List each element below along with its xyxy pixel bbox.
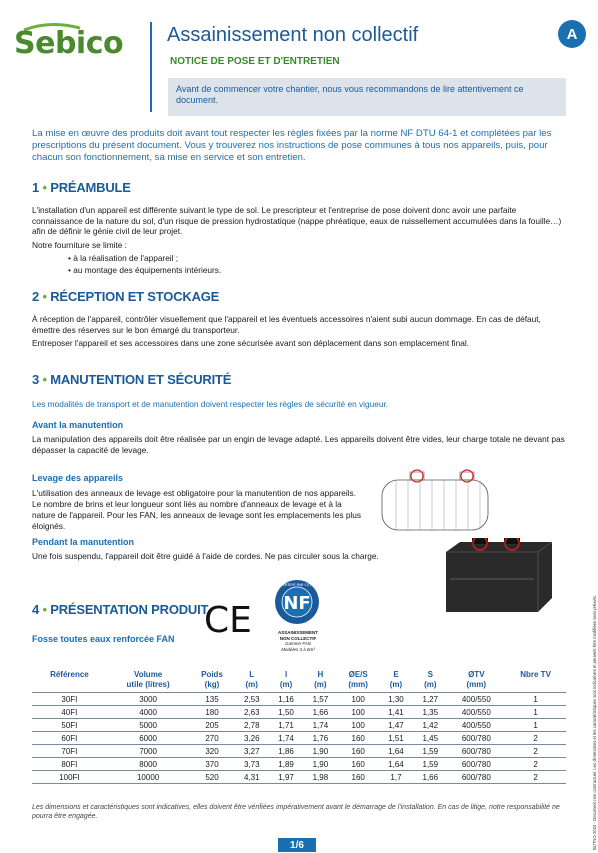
table-cell: 2 — [505, 758, 566, 771]
table-cell: 1,66 — [303, 706, 337, 719]
column-header-unit: (mm) — [348, 680, 368, 689]
section-1-heading — [32, 180, 131, 195]
table-cell: 1,30 — [379, 693, 413, 706]
table-cell: 10000 — [107, 771, 190, 784]
column-header-label: Nbre TV — [520, 670, 551, 679]
column-header — [107, 668, 190, 693]
heading-bullet: • — [42, 602, 47, 617]
table-cell: 600/780 — [447, 771, 505, 784]
table-cell: 2,78 — [235, 719, 269, 732]
table-body — [32, 693, 566, 784]
ce-mark-icon — [202, 596, 254, 642]
table-cell: 600/780 — [447, 758, 505, 771]
nf-caption — [262, 630, 334, 652]
page-title: Assainissement non collectif — [167, 24, 419, 46]
tank-3d-illustration — [442, 538, 556, 618]
section-3-heading — [32, 372, 231, 387]
table-cell: 100FI — [32, 771, 107, 784]
table-cell: 1,71 — [269, 719, 303, 732]
column-header-unit: (m) — [314, 680, 327, 689]
column-header — [269, 668, 303, 693]
tank-lifting-diagram — [376, 466, 494, 538]
table-cell: 205 — [189, 719, 234, 732]
table-row — [32, 771, 566, 784]
ce-mark-text: CE — [204, 600, 252, 641]
column-header — [505, 668, 566, 693]
table-cell: 400/550 — [447, 706, 505, 719]
section-2-body-1: À réception de l'appareil, contrôler visuellement que l'appareil et les éventuels accessoires n'aient subi aucun dommage. En cas de défaut, émettre des réserves sur le bon émargé du transporteur. — [32, 314, 541, 335]
section-2-heading — [32, 289, 219, 304]
table-cell: 70FI — [32, 745, 107, 758]
section-3-lead: Les modalités de transport et de manutention doivent respecter les règles de sécurité en vigueur. — [32, 399, 389, 409]
column-header-unit: (m) — [279, 680, 293, 689]
table-cell: 160 — [338, 745, 379, 758]
table-cell: 160 — [338, 732, 379, 745]
section-2-body-2: Entreposer l'appareil et ses accessoires dans une zone sécurisée avant son déplacement dans son emplacement final. — [32, 338, 469, 348]
table-cell: 6000 — [107, 732, 190, 745]
table-cell: 180 — [189, 706, 234, 719]
table-cell: 3,73 — [235, 758, 269, 771]
table-cell: 100 — [338, 706, 379, 719]
column-header — [413, 668, 447, 693]
product-specs-table — [32, 668, 566, 784]
table-cell: 1,64 — [379, 758, 413, 771]
table-cell: 1,16 — [269, 693, 303, 706]
table-cell: 1,64 — [379, 745, 413, 758]
table-cell: 320 — [189, 745, 234, 758]
table-cell: 1,66 — [413, 771, 447, 784]
column-header — [447, 668, 505, 693]
table-cell: 1,98 — [303, 771, 337, 784]
subheading-during-handling: Pendant la manutention — [32, 537, 135, 547]
section-1-body: L'installation d'un appareil est différente suivant le type de sol. Le prescripteur et l'entreprise de pose doivent donc avoir une parfaite connaissance de la nature du sol, d'un risque de pression hydrostatique (nappe phréatique, eaux de ruissellement accumulées dans la fouille…) afin de définir le génie civil de leur projet. — [32, 205, 562, 236]
nf-caption-line: ASSAINISSEMENT — [277, 630, 318, 635]
column-header — [32, 668, 107, 693]
table-cell: 160 — [338, 758, 379, 771]
section-badge: A — [558, 20, 586, 48]
table-cell: 520 — [189, 771, 234, 784]
header-divider — [150, 22, 152, 112]
column-header-label: H — [317, 670, 324, 679]
page-subtitle: NOTICE DE POSE ET D'ENTRETIEN — [170, 56, 340, 67]
table-cell: 1,47 — [379, 719, 413, 732]
subheading-before-handling: Avant la manutention — [32, 420, 124, 430]
table-row — [32, 693, 566, 706]
table-cell: 2 — [505, 771, 566, 784]
nf-mark-text: NF — [283, 593, 311, 614]
page-number: 1/6 — [278, 838, 316, 852]
column-header-label: E — [393, 670, 399, 679]
table-cell: 60FI — [32, 732, 107, 745]
table-cell: 1,59 — [413, 758, 447, 771]
table-cell: 1,86 — [269, 745, 303, 758]
section-1-list-intro: Notre fourniture se limite : — [32, 240, 127, 250]
table-cell: 7000 — [107, 745, 190, 758]
section-3-body-2c: nature de l'appareil. Pour les FAN, les anneaux de levage sont les emplacements les plus éloignés. — [32, 510, 362, 531]
heading-bullet: • — [42, 289, 47, 304]
section-2-number: 2 — [32, 289, 40, 304]
table-cell: 100 — [338, 719, 379, 732]
table-cell: 8000 — [107, 758, 190, 771]
table-cell: 30FI — [32, 693, 107, 706]
table-cell: 2 — [505, 745, 566, 758]
table-cell: 50FI — [32, 719, 107, 732]
table-cell: 4,31 — [235, 771, 269, 784]
table-cell: 370 — [189, 758, 234, 771]
column-header-unit: (m) — [389, 680, 403, 689]
column-header-label: Référence — [50, 670, 89, 679]
table-cell: 1,7 — [379, 771, 413, 784]
table-cell: 600/780 — [447, 745, 505, 758]
table-cell: 40FI — [32, 706, 107, 719]
table-cell: 4000 — [107, 706, 190, 719]
section-3-number: 3 — [32, 372, 40, 387]
table-header-row — [32, 668, 566, 693]
table-cell: 1,90 — [303, 745, 337, 758]
section-3-body-3: Une fois suspendu, l'appareil doit être guidé à l'aide de cordes. Ne pas circuler sous la charge. — [32, 551, 379, 561]
section-4-title: PRÉSENTATION PRODUIT — [50, 602, 209, 617]
table-cell: 2 — [505, 732, 566, 745]
notice-box: Avant de commencer votre chantier, nous vous recommandons de lire attentivement ce document. — [168, 78, 566, 116]
section-1-number: 1 — [32, 180, 40, 195]
table-cell: 1,42 — [413, 719, 447, 732]
table-cell: 1,27 — [413, 693, 447, 706]
list-item: • à la réalisation de l'appareil ; — [68, 253, 179, 263]
table-row — [32, 719, 566, 732]
column-header-label: S — [427, 670, 433, 679]
table-row — [32, 758, 566, 771]
column-header-label: ØE/S — [348, 670, 368, 679]
table-cell: 1,74 — [303, 719, 337, 732]
table-cell: 80FI — [32, 758, 107, 771]
table-cell: 270 — [189, 732, 234, 745]
table-cell: 1,41 — [379, 706, 413, 719]
table-header — [32, 668, 566, 693]
table-cell: 1,76 — [303, 732, 337, 745]
column-header — [235, 668, 269, 693]
table-cell: 1,74 — [269, 732, 303, 745]
column-header-label: ØTV — [468, 670, 485, 679]
column-header-unit: utile (litres) — [126, 680, 170, 689]
column-header-unit: (mm) — [466, 680, 487, 689]
table-row — [32, 732, 566, 745]
section-3-body-1: La manipulation des appareils doit être réalisée par un engin de levage adapté. Les appareils doivent être vides, leur charge totale ne devant pas dépasser la capacité de levage. — [32, 434, 565, 455]
column-header — [379, 668, 413, 693]
column-header-unit: (m) — [245, 680, 258, 689]
table-row — [32, 706, 566, 719]
table-row — [32, 745, 566, 758]
list-item: • au montage des équipements intérieurs. — [68, 265, 222, 275]
table-cell: 1,90 — [303, 758, 337, 771]
section-3-body-2a: L'utilisation des anneaux de levage est obligatoire pour la manutention de nos appareils. — [32, 488, 357, 498]
table-cell: 400/550 — [447, 719, 505, 732]
table-cell: 160 — [338, 771, 379, 784]
heading-bullet: • — [42, 372, 47, 387]
section-2-title: RÉCEPTION ET STOCKAGE — [50, 289, 220, 304]
column-header-unit: (kg) — [204, 680, 220, 689]
table-cell: 3,26 — [235, 732, 269, 745]
table-cell: 5000 — [107, 719, 190, 732]
nf-ring-text: CERTIFIÉ PAR CSTB — [280, 583, 314, 587]
sebico-logo — [10, 22, 140, 74]
column-header — [303, 668, 337, 693]
column-header-label: l — [284, 670, 288, 679]
section-3-body-2b: Le nombre de brins et leur longueur sont liés au nombre d'anneaux de levage et à la — [32, 499, 342, 509]
intro-paragraph: La mise en œuvre des produits doit avant tout respecter les règles fixées par la norme NF DTU 64-1 et complétées par les prescriptions du présent document. Vous y trouverez nos instructions de pose communes à tous nos appareils, puis, pour chacun son fonctionnement, sa mise en service et son entretien. — [32, 128, 552, 163]
section-3-title: MANUTENTION ET SÉCURITÉ — [50, 372, 232, 387]
table-cell: 2,53 — [235, 693, 269, 706]
footnote: Les dimensions et caractéristiques sont indicatives, elles doivent être vérifiées impérativement avant le démarrage de l'installation. En cas de litige, notre responsabilité ne pourra être engagée. — [32, 804, 560, 820]
section-4-heading — [32, 602, 208, 617]
table-cell: 2,63 — [235, 706, 269, 719]
section-4-number: 4 — [32, 602, 40, 617]
table-cell: 3,27 — [235, 745, 269, 758]
table-cell: 1,89 — [269, 758, 303, 771]
column-header — [338, 668, 379, 693]
side-legal-note: BUTNO-2023 - Document non contractuel. Les dimensions et les caractéristiques sont indicatives et peuvent être modifiées sans préavis. — [592, 595, 597, 850]
table-cell: 1,59 — [413, 745, 447, 758]
table-cell: 1,57 — [303, 693, 337, 706]
table-cell: 1,50 — [269, 706, 303, 719]
subheading-lifting: Levage des appareils — [32, 473, 124, 483]
table-cell: 1 — [505, 706, 566, 719]
logo-wordmark: Sebico — [14, 26, 124, 61]
column-header-label: L — [249, 670, 255, 679]
table-cell: 1 — [505, 693, 566, 706]
nf-caption-line: Gamme FAN — [285, 641, 311, 646]
table-cell: 1,51 — [379, 732, 413, 745]
table-cell: 100 — [338, 693, 379, 706]
table-cell: 3000 — [107, 693, 190, 706]
table-cell: 1,97 — [269, 771, 303, 784]
table-cell: 1,45 — [413, 732, 447, 745]
table-cell: 600/780 — [447, 732, 505, 745]
heading-bullet: • — [42, 180, 47, 195]
column-header-unit: (m) — [424, 680, 437, 689]
product-name: Fosse toutes eaux renforcée FAN — [32, 634, 175, 644]
section-1-bullets — [68, 252, 221, 276]
table-cell: 135 — [189, 693, 234, 706]
nf-caption-line: NON COLLECTIF — [279, 635, 317, 641]
section-1-title: PRÉAMBULE — [50, 180, 131, 195]
table-cell: 1 — [505, 719, 566, 732]
table-cell: 1,35 — [413, 706, 447, 719]
column-header — [189, 668, 234, 693]
column-header-label: Poids — [201, 670, 223, 679]
column-header-label: Volume — [133, 670, 163, 679]
table-cell: 400/550 — [447, 693, 505, 706]
nf-caption-line: Modèles 3 à 6m³ — [281, 646, 315, 652]
